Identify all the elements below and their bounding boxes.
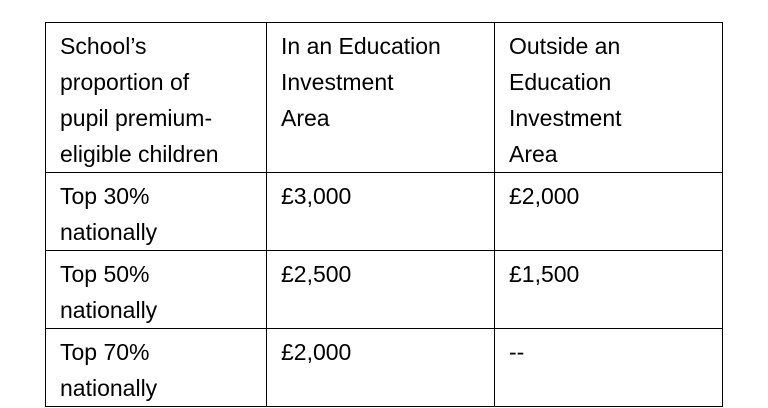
row-proportion-cell: Top 70% nationally — [46, 329, 267, 407]
table-header-row — [46, 23, 723, 173]
row-outside-eia-cell: £2,000 — [495, 173, 723, 251]
row-outside-eia-cell: -- — [495, 329, 723, 407]
table-row — [46, 329, 723, 407]
row-in-eia-cell: £2,000 — [267, 329, 495, 407]
row-in-eia-cell: £2,500 — [267, 251, 495, 329]
funding-table — [45, 22, 723, 407]
table-row — [46, 251, 723, 329]
row-proportion-cell: Top 30% nationally — [46, 173, 267, 251]
row-in-eia-cell: £3,000 — [267, 173, 495, 251]
row-outside-eia-cell: £1,500 — [495, 251, 723, 329]
header-pupil-premium-proportion: School’s proportion of pupil premium- eligible children — [46, 23, 267, 173]
header-in-education-investment-area: In an Education Investment Area — [267, 23, 495, 173]
header-outside-education-investment-area: Outside an Education Investment Area — [495, 23, 723, 173]
row-proportion-cell: Top 50% nationally — [46, 251, 267, 329]
table-row — [46, 173, 723, 251]
